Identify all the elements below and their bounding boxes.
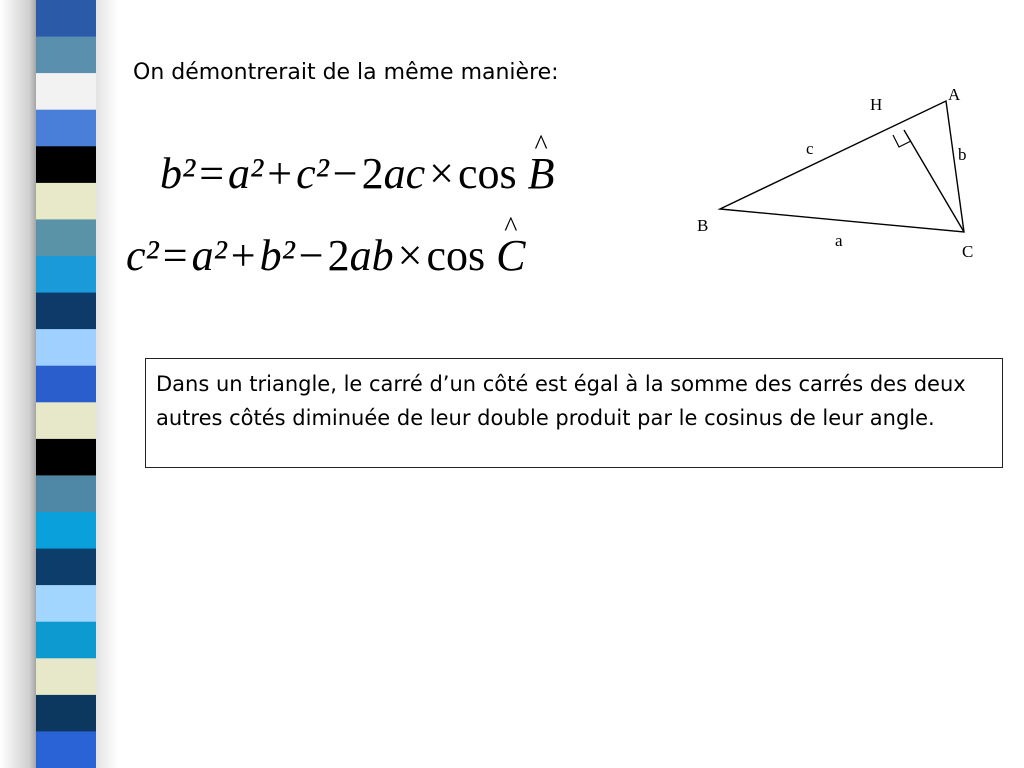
sidebar-stripe: [36, 439, 96, 476]
times-sign: ×: [397, 231, 423, 280]
point-label-h: H: [870, 95, 883, 114]
side-label-c: c: [806, 139, 814, 158]
formula-term: a²: [191, 231, 227, 280]
formula-lhs: c²: [126, 231, 159, 280]
vertex-label-a: A: [948, 85, 961, 104]
sidebar-stripe: [36, 585, 96, 622]
minus-sign: −: [298, 231, 324, 280]
intro-text: On démontrerait de la même manière:: [133, 60, 559, 85]
side-label-a: a: [835, 231, 843, 250]
sidebar-stripe: [36, 329, 96, 366]
formula-variables: ac: [383, 149, 426, 198]
sidebar-stripe: [36, 37, 96, 74]
sidebar-stripe: [36, 366, 96, 403]
sidebar-stripe: [36, 622, 96, 659]
theorem-text: Dans un triangle, le carré d’un côté est égal à la somme des carrés des deux autres côtés diminuée de leur double produit par le cosinus de leur angle.: [156, 372, 966, 430]
formula-variables: ab: [349, 231, 394, 280]
sidebar-stripe: [36, 146, 96, 183]
plus-sign: +: [267, 149, 293, 198]
triangle-diagram: [690, 80, 990, 270]
formula-coefficient: 2: [327, 231, 350, 280]
sidebar-stripe: [36, 549, 96, 586]
formula-term: c²: [296, 149, 329, 198]
sidebar-stripe: [36, 475, 96, 512]
sidebar-stripe: [36, 73, 96, 110]
sidebar-stripe: [36, 0, 96, 37]
plus-sign: +: [230, 231, 256, 280]
formula-term: b²: [259, 231, 295, 280]
sidebar-stripe: [36, 110, 96, 147]
formula-law-of-cosines-c: [126, 230, 525, 281]
cos-function: cos: [426, 231, 486, 280]
vertex-label-c: C: [962, 242, 974, 261]
vertex-label-b: B: [697, 216, 709, 235]
formula-lhs: b²: [160, 149, 196, 198]
minus-sign: −: [332, 149, 358, 198]
decorative-striped-bar: [0, 0, 118, 768]
sidebar-stripe: [36, 512, 96, 549]
sidebar-stripe: [36, 731, 96, 768]
theorem-box: [145, 358, 1003, 468]
sidebar-stripe: [36, 293, 96, 330]
times-sign: ×: [429, 149, 454, 198]
equals-sign: =: [162, 231, 188, 280]
angle-hat: ^ C: [496, 230, 525, 281]
angle-hat: ^ B: [528, 148, 555, 199]
sidebar-stripe: [36, 219, 96, 256]
sidebar-stripe: [36, 256, 96, 293]
sidebar-stripe: [36, 402, 96, 439]
sidebar-stripe: [36, 183, 96, 220]
cos-function: cos: [457, 149, 517, 198]
triangle-abc: [720, 101, 964, 232]
altitude-ch: [904, 130, 964, 232]
sidebar-stripe: [36, 658, 96, 695]
sidebar-stripe: [36, 695, 96, 732]
side-label-b: b: [958, 145, 967, 164]
formula-term: a²: [228, 149, 264, 198]
equals-sign: =: [199, 149, 225, 198]
formula-coefficient: 2: [361, 149, 384, 198]
formula-law-of-cosines-b: [160, 148, 555, 199]
